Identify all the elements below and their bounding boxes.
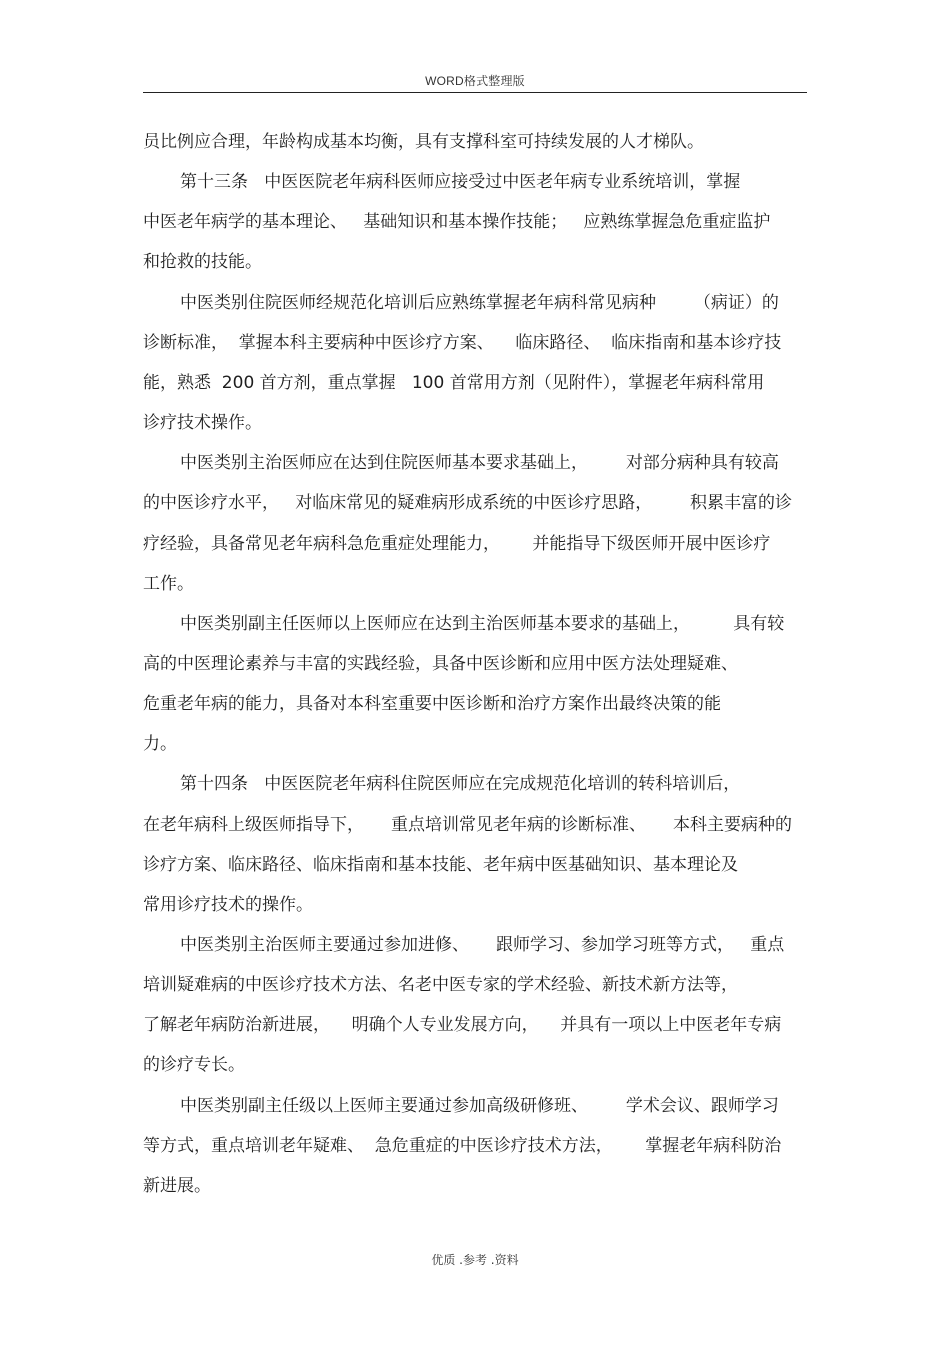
body-text-line: 等方式，重点培训老年疑难、 急危重症的中医诊疗技术方法， 掌握老年病科防治 — [143, 1136, 782, 1156]
body-text-line: 了解老年病防治新进展， 明确个人专业发展方向， 并具有一项以上中医老年专病 — [143, 1015, 782, 1035]
body-text-line: 中医类别主治医师应在达到住院医师基本要求基础上， 对部分病种具有较高 — [180, 453, 779, 473]
body-text-line: 中医老年病学的基本理论、 基础知识和基本操作技能； 应熟练掌握急危重症监护 — [143, 212, 771, 232]
body-text-line: 疗经验，具备常见老年病科急危重症处理能力， 并能指导下级医师开展中医诊疗 — [143, 534, 771, 554]
body-text-line: 员比例应合理，年龄构成基本均衡，具有支撑科室可持续发展的人才梯队。 — [143, 132, 704, 152]
body-text-line: 能，熟悉 200 首方剂，重点掌握 100 首常用方剂（见附件），掌握老年病科常用 — [143, 373, 765, 393]
body-text-line: 在老年病科上级医师指导下， 重点培训常见老年病的诊断标准、 本科主要病种的 — [143, 815, 793, 835]
footer-caption: 优质 .参考 .资料 — [431, 1253, 519, 1267]
body-text-line: 新进展。 — [143, 1176, 211, 1196]
header-title: WORD格式整理版 — [425, 74, 525, 88]
body-text-line: 和抢救的技能。 — [143, 252, 262, 272]
body-text-line: 中医类别住院医师经规范化培训后应熟练掌握老年病科常见病种 （病证）的 — [180, 293, 779, 313]
body-text-line: 危重老年病的能力，具备对本科室重要中医诊断和治疗方案作出最终决策的能 — [143, 694, 721, 714]
header-divider — [143, 92, 807, 93]
body-text-line: 诊疗技术操作。 — [143, 413, 262, 433]
body-text-line: 的中医诊疗水平， 对临床常见的疑难病形成系统的中医诊疗思路， 积累丰富的诊 — [143, 493, 793, 513]
body-text-line: 第十三条 中医医院老年病科医师应接受过中医老年病专业系统培训，掌握 — [180, 172, 741, 192]
body-text-line: 工作。 — [143, 574, 194, 594]
body-text-line: 力。 — [143, 734, 177, 754]
body-text-line: 培训疑难病的中医诊疗技术方法、名老中医专家的学术经验、新技术新方法等， — [143, 975, 738, 995]
body-text-line: 第十四条 中医医院老年病科住院医师应在完成规范化培训的转科培训后， — [180, 774, 741, 794]
body-text-line: 诊断标准， 掌握本科主要病种中医诊疗方案、 临床路径、 临床指南和基本诊疗技 — [143, 333, 782, 353]
body-text-line: 常用诊疗技术的操作。 — [143, 895, 313, 915]
body-text-line: 诊疗方案、临床路径、临床指南和基本技能、老年病中医基础知识、基本理论及 — [143, 855, 738, 875]
body-text-line: 中医类别主治医师主要通过参加进修、 跟师学习、参加学习班等方式， 重点 — [180, 935, 785, 955]
body-text-line: 中医类别副主任医师以上医师应在达到主治医师基本要求的基础上， 具有较 — [180, 614, 785, 634]
body-text-line: 高的中医理论素养与丰富的实践经验，具备中医诊断和应用中医方法处理疑难、 — [143, 654, 738, 674]
body-text-line: 中医类别副主任级以上医师主要通过参加高级研修班、 学术会议、跟师学习 — [180, 1096, 779, 1116]
body-text-line: 的诊疗专长。 — [143, 1055, 245, 1075]
